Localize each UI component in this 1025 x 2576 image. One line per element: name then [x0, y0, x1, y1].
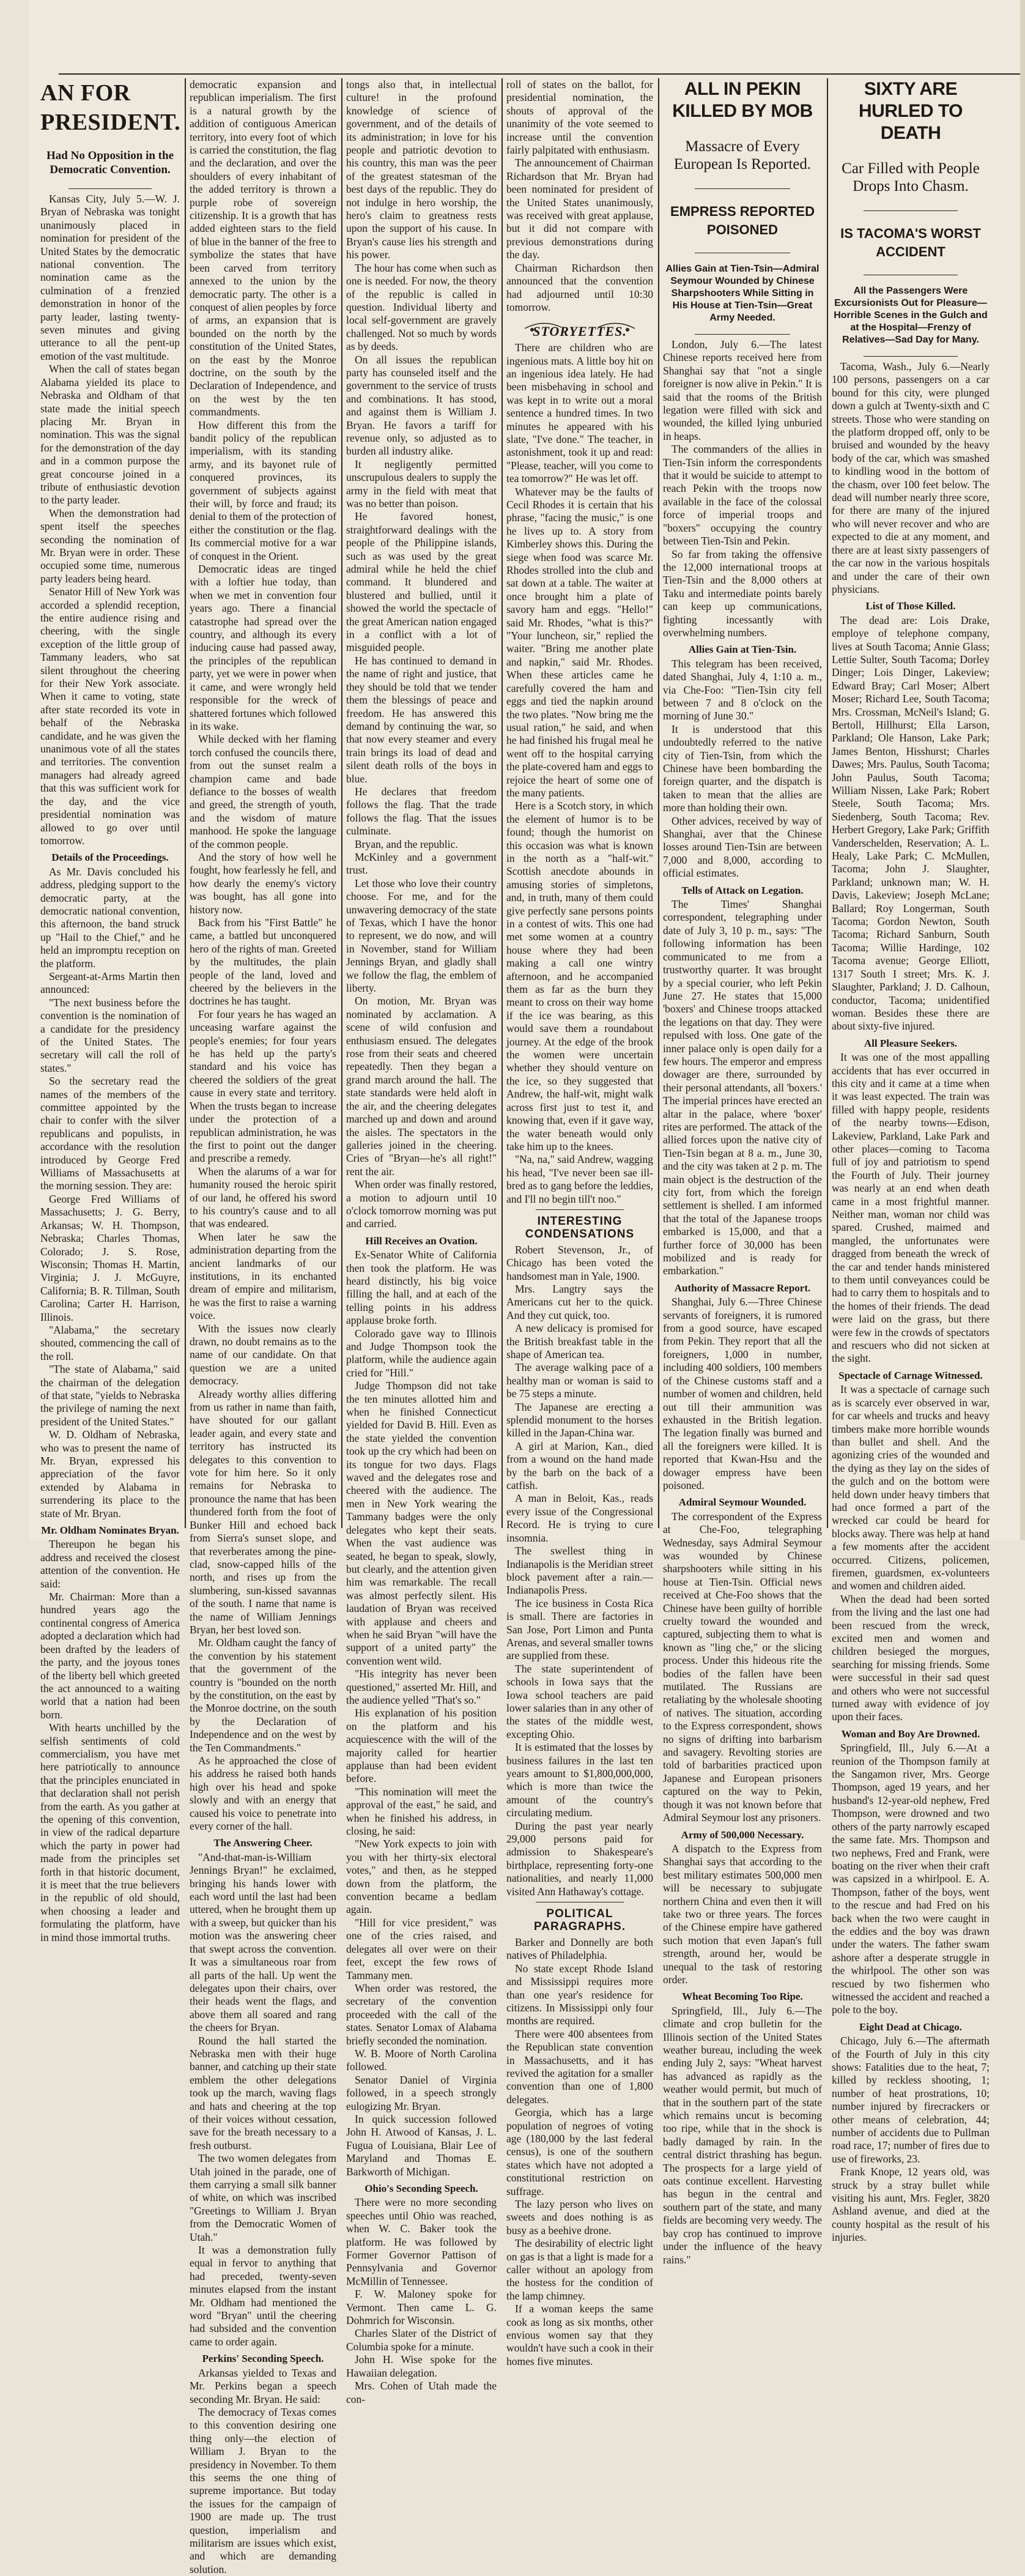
paragraph: Robert Stevenson, Jr., of Chicago has been voted the handsomest man in Yale, 1900.: [506, 1243, 653, 1282]
paragraph: democratic expansion and republican imperialism. The first is a natural growth by the addition of contiguous American territory, into every foot of which is carried the constitution, the flag and the declaration, and over the shoulders of every inhabitant of the added territory is thrown a purple robe of sovereign citizenship. It is a growth that has added eighteen stars to the field of blue in the banner of the free to symbolize the states that have been carved from territory annexed to the union by the democratic party. The other is a conquest of alien peoples by force of arms, an expansion that is bounded on the north by the constitution of the United States, on the east by the Monroe doctrine, on the south by the Declaration of Independence, and on the west by the ten commandments.: [190, 78, 336, 418]
paragraph: Colorado gave way to Illinois and Judge Thompson took the platform, while the audience again cried for "Hill.": [346, 1327, 497, 1379]
paragraph: No state except Rhode Island and Mississippi requires more than one year's residence for citizens. In Mississippi only four months are required.: [506, 1962, 653, 2027]
paragraph: Mr. Oldham caught the fancy of the convention by his statement that the government of the country is "bounded on the north by the constitution, on the east by the Monroe doctrine, on the south by the Declaration of Independence and on the west by the Ten Commandments.": [190, 1636, 336, 1754]
column-5-headline: ALL IN PEKIN KILLED BY MOB: [672, 79, 813, 121]
paragraph: He declares that freedom follows the flag. That the trade follows the flag. That the issues culminate.: [346, 785, 497, 837]
paragraph: Other advices, received by way of Shanghai, aver that the Chinese losses around Tien-Tsin are between 7,000 and 8,000, according to official estimates.: [663, 814, 822, 880]
subheading: Army of 500,000 Necessary.: [681, 1828, 804, 1841]
paragraph: Frank Knope, 12 years old, was struck by a stray bullet while visiting his aunt, Mrs. Fegler, 3820 Ashland avenue, and died at the county hospital as the result of his injuries.: [832, 2166, 990, 2244]
paragraph: He has continued to demand in the name of right and justice, that they should be told that we tender them the blessings of peace and freedom. He has answered this demand by continuing the war, so that now every steamer and every train brings its load of dead and silent death rolls of the boys in blue.: [346, 654, 497, 785]
paragraph: Mrs. Langtry says the Americans cut her to the quick. And they cut quick, too.: [506, 1282, 653, 1321]
column-5-subhead: EMPRESS REPORTED POISONED: [670, 204, 815, 237]
paragraph: When the dead had been sorted from the living and the last one had been rescued from the wreck, excited men and women and children besieged the morgues, searching for missing friends. Some were successful in their sad quest and others who were not successful turned away with evidence of joy upon their faces.: [832, 1592, 990, 1723]
paragraph: When later he saw the administration departing from the ancient landmarks of our institutions, in its enchanted dream of empire and militarism, he was the first to raise a warning voice.: [190, 1230, 336, 1322]
subheading: All Pleasure Seekers.: [864, 1037, 958, 1049]
paragraph: "New York expects to join with you with her thirty-six electoral votes," and then, as he stepped down from the platform, the convention became a bedlam again.: [346, 1838, 497, 1916]
paragraph: Bryan, and the republic.: [355, 837, 458, 850]
paragraph: McKinley and a government trust.: [346, 850, 497, 877]
paragraph: There were no more seconding speeches until Ohio was reached, when W. C. Baker took the platform. He was followed by Former Governor Pattison of Pennsylvania and Governor McMillin of Tennessee.: [346, 2196, 497, 2287]
paragraph: The commanders of the allies in Tien-Tsin inform the correspondents that it would be suicide to attempt to reach Pekin with the troops now available in the face of the colossal force of imperial troops and "boxers" occupying the country between Tien-Tsin and Pekin.: [663, 443, 822, 547]
paragraph: He favored honest, straightforward dealings with the people of the Philippine islands, such as was used by the great admiral while he held the chief command. It blundered and blustered and bullied, until it showed the world the spectacle of the great American nation engaged in a conflict with a lot of misguided people.: [346, 510, 497, 654]
paragraph: Whatever may be the faults of Cecil Rhodes it is certain that his phrase, "facing the music," is one he lives up to. A story from Kimberley shows this. During the siege when food was scarce Mr. Rhodes strolled into the club and sat down at a table. The waiter at once brought him a plate of savory ham and eggs. "Hello!" said Mr. Rhodes, "what is this?" "Your luncheon, sir," replied the waiter. "Bring me another plate and napkin," said Mr. Rhodes. When these articles came he carefully covered the ham and eggs and tied the napkin around the two plates. "Now bring me the usual ration," he said, and when he had finished his frugal meal he went off to the hospital carrying the plate-covered ham and eggs to rejoice the heart of some one of the many patients.: [506, 485, 653, 799]
paragraph: Arkansas yielded to Texas and Mr. Perkins began a speech seconding Mr. Bryan. He said:: [190, 2366, 336, 2405]
subheading: Spectacle of Carnage Witnessed.: [838, 1369, 983, 1381]
paragraph: The democracy of Texas comes to this convention desiring one thing only—the election of William J. Bryan to the presidency in November. To them this seems the one thing of supreme importance. But today the issues for the campaign of 1900 are made up. The trust question, imperialism and militarism are issues which exist, and which are demanding solution.: [190, 2405, 336, 2575]
paragraph: When the alarums of a war for humanity roused the heroic spirit of our land, he offered his sword to his country's cause and to all that was endeared.: [190, 1165, 336, 1230]
paragraph: The ice business in Costa Rica is small. There are factories in San Jose, Port Limon and Punta Arenas, and several smaller towns are supplied from these.: [506, 1597, 653, 1662]
paragraph: When the demonstration had spent itself the speeches seconding the nomination of Mr. Bryan were in order. These occupied some time, numerous party leaders being heard.: [40, 507, 180, 585]
paragraph: Chairman Richardson then announced that the convention had adjourned until 10:30 tomorrow.: [506, 261, 653, 313]
divider: [695, 188, 790, 189]
paragraph: For four years he has waged an unceasing warfare against the people's enemies; for four years he has held up the party's standard and his voice has cheered the soldiers of the great cause in every state and territory. When the trusts began to increase under the protection of a republican administration, he was the first to point out the danger and prescribe a remedy.: [190, 1008, 336, 1165]
paragraph: Senator Daniel of Virginia followed, in a speech strongly eulogizing Mr. Bryan.: [346, 2073, 497, 2112]
paragraph: As he approached the close of his address he raised both hands high over his head and spoke slowly and with an energy that caused his voice to penetrate into every corner of the hall.: [190, 1754, 336, 1833]
paragraph: "His integrity has never been questioned," asserted Mr. Hill, and the audience yelled "That's so.": [346, 1668, 497, 1706]
paragraph: roll of states on the ballot, for presidential nomination, the shouts of approval of the unanimity of the vote seemed to increase until the convention fairly palpitated with enthusiasm.: [506, 78, 653, 157]
paragraph: W. D. Oldham of Nebraska, who was to present the name of Mr. Bryan, expressed his appreciation of the favor extended by Alabama in surrendering its place to the state of Mr. Bryan.: [40, 1428, 180, 1520]
page-edge: [1020, 0, 1025, 1540]
divider: [695, 334, 790, 335]
column-1: [40, 78, 181, 1943]
newspaper-page: [29, 0, 1025, 2575]
subheading: Mr. Oldham Nominates Bryan.: [41, 1524, 179, 1537]
paragraph: The hour has come when such as one is needed. For now, the theory of the republic is called in question. Individual liberty and local self-government are gravely challenged. Not so much by words as by deeds.: [346, 261, 497, 353]
paragraph: With the issues now clearly drawn, no doubt remains as to the name of our candidate. On that question we are a united democracy.: [190, 1322, 336, 1387]
column-rule: [185, 78, 186, 1528]
paragraph: It was one of the most appalling accidents that has ever occurred in this city and it came at a time when it was least expected. The train was filled with happy people, residents of the nearby towns—Edison, Lakeview, Parkland, Lake Park and other places—coming to Tacoma full of joy and patriotism to spend the Fourth of July. Their journey was nearly at an end when death came in a most frightful manner. Neither man, woman nor child was spared. Crushed, maimed and mangled, the unfortunates were dragged from beneath the wreck of the car and tender hands ministered to them until conveyances could be had to carry them to hospitals and to the homes of their friends. The dead were laid on the grass, but there were few in the crowds of spectators and rescuers who did not sicken at the sight.: [832, 1051, 990, 1365]
subheading: Hill Receives an Ovation.: [365, 1234, 478, 1247]
paragraph: The average walking pace of a healthy man or woman is said to be 75 steps a minute.: [506, 1361, 653, 1400]
paragraph: His explanation of his position on the platform and his acquiescence with the will of the majority called for heartier applause than had been evident before.: [346, 1707, 497, 1785]
paragraph: Tacoma, Wash., July 6.—Nearly 100 persons, passengers on a car bound for this city, were plunged down a gulch at Twenty-sixth and C streets. Those who were standing on the platform dropped off, only to be bruised and wounded by the heavy body of the car, which was smashed to kindling wood in the bottom of the chasm, over 100 feet below. The dead will number nearly three score, for there are many of the injured who will never recover and who are expected to die at any moment, and there are at least sixty passengers of the car now in the various hospitals and under the care of their own physicians.: [832, 360, 990, 595]
paragraph: During the past year nearly 29,000 persons paid for admission to Shakespeare's birthplace, representing forty-one nationalities, and nearly 11,000 visited Ann Hathaway's cottage.: [506, 1819, 653, 1898]
paragraph: The desirability of electric light on gas is that a light is made for a caller without an apology from the hostess for the condition of the lamp chimney.: [506, 2237, 653, 2302]
paragraph: The two women delegates from Utah joined in the parade, one of them carrying a small silk banner of white, on which was inscribed "Greetings to William J. Bryan from the Democratic Women of Utah.": [190, 2152, 336, 2243]
paragraph: Ex-Senator White of California then took the platform. He was heard distinctly, his big voice filling the hall, and at each of the telling points in his address applause broke forth.: [346, 1249, 497, 1327]
paragraph: It is estimated that the losses by business failures in the last ten years amount to $1,800,000,000, which is more than twice the amount of the country's circulating medium.: [506, 1741, 653, 1819]
paragraph: "Na, na," said Andrew, wagging his head, "I've never been sae ill-bred as to gang before the leddies, and I'll no begin till't noo.": [506, 1153, 653, 1205]
paragraph: Here is a Scotch story, in which the element of humor is to be found; though the humorist on this occasion was what is known in the north as a "half-wit." Scottish anecdote abounds in amusing stories of simpletons, and, in truth, many of them could give perfectly sane persons points in a contest of wits. This one had met some women at a country house where they had been making a call one wintry afternoon, and he accompanied them as far as the burn they meant to cross on their way home if the ice was bearing, as this would save them a roundabout journey. At the edge of the brook the women were uncertain whether they should venture on the ice, so they suggested that Andrew, the half-wit, might walk across first just to test it, and knowing that, even if it gave way, the water beneath would only take him up to the knees.: [506, 800, 653, 1153]
subheading: Ohio's Seconding Speech.: [364, 2183, 478, 2194]
paragraph: How different this from the bandit policy of the republican imperialism, with its standing army, and its bayonet rule of conquered provinces, its government of subjects against their will, by force and fraud; its denial to them of the protection of either the constitution or the flag. Its commercial motive for a war of conquest in the Orient.: [190, 418, 336, 562]
column-5: [663, 78, 822, 2266]
paragraph: tongs also that, in intellectual culture! in the profound knowledge of science of government, and of the details of its administration; in love for his people and patriotic devotion to his country, this man was the peer of the greatest statesman of the best days of the republic. They do not indulge in hero worship, the hero's claim to greatness rests upon the support of his cause. In Bryan's cause lies his strength and his power.: [346, 78, 497, 261]
paragraph: There are children who are ingenious mats. A little boy hit on an ingenious idea lately. He had been misbehaving in school and was kept in to write out a moral sentence a hundred times. In two minutes he appeared with his slate, "I've done." The teacher, in astonishment, took it up and read: "Please, teacher, will you come to tea tomorrow?" He was let off.: [506, 341, 653, 485]
storyettes-heading: STORYETTES.: [533, 323, 627, 339]
paragraph: The lazy person who lives on sweets and does nothing is as busy as a beehive drone.: [506, 2198, 653, 2236]
paragraph: Springfield, Ill., July 6.—The climate and crop bulletin for the Illinois section of the United States weather bureau, including the week ending July 2, says: "Wheat harvest has advanced as rapidly as the weather would permit, but much of that in the southern part of the state which remains uncut is becoming too ripe, while that in the shock is badly damaged by rain. In the central district thrashing has begun. The prospects for a large yield of oats continue excellent. Harvesting has begun in the central and southern part of the state, and many fields are becoming very weedy. The bay crop has continued to improve under the influence of the heavy rains.": [663, 2004, 822, 2266]
paragraph: On all issues the republican party has counseled itself and the government to the service of trusts and combinations. It has stood, and against them is William J. Bryan. He favors a tariff for revenue only, so adjusted as to burden all industry alike.: [346, 353, 497, 458]
paragraph: When order was restored, the secretary of the convention proceeded with the call of the states. Senator Lomax of Alabama briefly seconded the nomination.: [346, 1981, 497, 2047]
paragraph: John H. Wise spoke for the Hawaiian delegation.: [346, 2353, 497, 2379]
paragraph: The dead are: Lois Drake, employe of telephone company, lives at South Tacoma; Annie Glass; Lettie Sulter, South Tacoma; Dorley Dinger; Lois Dinger, Lakeview; Edward Bray; Carl Moser; Albert Moser; Richard Lee, South Tacoma; Mrs. Crossman, McNeil's Island; G. Bertoll, Hillhurst; Ella Larson, Parkland; Ole Hanson, Lake Park; James Benton, Hisshurst; Charles Dawes; Mrs. Paulus, South Tacoma; John Paulus, South Tacoma; William Nissen, Lake Park; Robert Steele, South Tacoma; Mrs. Siedenberg, South Tacoma; Rev. Herbert Gregory, Lake Park; Griffith Vanderschelden, Reservation; A. L. Healy, Lake Park; C. McMullen, Tacoma; John J. Slaughter, Parkland; unknown man; W. H. Davis, Lakeview; Joseph McLane; Ballard; Roy Longerman, South Tacoma; Gordon Newton, South Tacoma; Richard Sanburn, South Tacoma; Willie Hardinge, 102 Tacoma avenue; George Elliott, 1317 South I street; Mrs. K. J. Slaughter, Parkland; J. D. Calhoun, conductor, Tacoma; unidentified woman. Besides these there are about sixty-five injured.: [832, 614, 990, 1033]
subheading: Wheat Becoming Too Ripe.: [682, 1991, 803, 2003]
paragraph: The announcement of Chairman Richardson that Mr. Bryan had been nominated for president of the United States unanimously, was received with great applause, but it did not compare with previous demonstrations during the day.: [506, 157, 653, 261]
column-6: [832, 78, 990, 2244]
subheading: Perkins' Seconding Speech.: [202, 2353, 324, 2365]
paragraph: The swellest thing in Indianapolis is the Meridian street block pavement after a rain.—Indianapolis Press.: [506, 1545, 653, 1597]
paragraph: Back from his "First Battle" he came, a battled but unconquered hero of the rights of man. Greeted by the multitudes, the plain people of the land, loved and cheered by the believers in the doctrines he has taught.: [190, 916, 336, 1008]
masthead-rule: [59, 73, 1025, 75]
paragraph: And the story of how well he fought, how fearlessly he fell, and how dearly the enemy's victory was bought, has all gone into history now.: [190, 850, 336, 916]
paragraph: Judge Thompson did not take the ten minutes allotted him and when he finished Connecticut yielded for David B. Hill. Even as the state yielded the convention took up the cry which had been on its tongue for two days. Flags waved and the delegates rose and cheered with the audience. The men in New York wearing the Tammany badges were the only delegates who kept their seats. When the vast audience was seated, he began to speak, slowly, but clearly, and the attention given him was remarkable. The recall was almost perfectly silent. His laudation of Bryan was received with applause and cheers and when he said Bryan "will have the support of a united party" the convention went wild.: [346, 1379, 497, 1667]
paragraph: George Fred Williams of Massachusetts; J. G. Berry, Arkansas; W. H. Thompson, Nebraska; Charles Thomas, Colorado; J. S. Rose, Wisconsin; Thomas H. Martin, Virginia; J. J. McGuyre, California; B. R. Tillman, South Carolina; Carter H. Harrison, Illinois.: [40, 1192, 180, 1323]
paragraph: In quick succession followed John H. Atwood of Kansas, J. L. Fugua of Louisiana, Blair Lee of Maryland and Thomas E. Barkworth of Michigan.: [346, 2112, 497, 2178]
paragraph: When the call of states began Alabama yielded its place to Nebraska and Oldham of that state made the initial speech placing Mr. Bryan in nomination. This was the signal for the demonstration of the day and in a common purpose the great concourse joined in a tribute of enthusiastic devotion to the party leader.: [40, 363, 180, 507]
paragraph: Already worthy allies differing from us rather in name than faith, have shouted for our gallant leader again, and every state and territory has instructed its delegates to this convention to vote for him here. So it only remains for Nebraska to pronounce the name that has been thundered forth from the foot of Bunker Hill and echoed back from Sierra's sunset slope, and that reverberates among the pine-clad, snow-capped hills of the north, and rises up from the slumbering, sun-kissed savannas of the south. I name that name is the name of William Jennings Bryan, her best loved son.: [190, 1387, 336, 1636]
paragraph: Sergeant-at-Arms Martin then announced:: [40, 970, 180, 996]
condensations-heading: INTERESTING CONDENSATIONS: [525, 1214, 635, 1241]
paragraph: So the secretary read the names of the members of the committee appointed by the chair to confer with the silver republicans and populists, in accordance with the resolution introduced by George Fred Williams of Massachusetts at the morning session. They are:: [40, 1075, 180, 1192]
paragraph: While decked with her flaming torch confused the councils there, from out the sunset realm a champion came and bade defiance to the bosses of wealth and greed, the strength of youth, and the wisdom of mature manhood. He spoke the language of the common people.: [190, 733, 336, 850]
paragraph: F. W. Maloney spoke for Vermont. Then came L. G. Dohmrich for Wisconsin.: [346, 2288, 497, 2327]
divider: [68, 188, 152, 189]
paragraph: Thereupon he began his address and received the closest attention of the convention. He said:: [40, 1538, 180, 1590]
paragraph: So far from taking the offensive the 12,000 international troops at Tien-Tsin and the 8,000 others at Taku and intermediate points barely can keep up communications, fighting incessantly with overwhelming numbers.: [663, 547, 822, 639]
paragraph: Barker and Donnelly are both natives of Philadelphia.: [506, 1936, 653, 1962]
column-4: [506, 78, 653, 2367]
column-1-headline: AN FOR PRESIDENT.: [40, 80, 181, 135]
paragraph: Georgia, which has a large population of negroes of voting age (180,000 by the last federal census), is one of the southern states which have not adopted a constitutional restriction on suffrage.: [506, 2106, 653, 2197]
paragraph: Mrs. Cohen of Utah made the con-: [346, 2380, 497, 2405]
subheading: List of Those Killed.: [865, 600, 956, 612]
subheading: Eight Dead at Chicago.: [859, 2021, 963, 2033]
subheading: Woman and Boy Are Drowned.: [841, 1728, 980, 1740]
paragraph: It was a spectacle of carnage such as is scarcely ever observed in war, for car wheels and trucks and heavy timbers make more horrible wounds than bullet and shell. And the agonizing cries of the wounded and the dying as they lay on the sides of the gulch and on the bottom were held down under heavy timbers that had once formed a part of the wrecked car could be heard for blocks away. There was help at hand a few moments after the accident occurred. Citizens, policemen, firemen, guardsmen, ex-volunteers and women and children aided.: [832, 1383, 990, 1592]
political-heading: POLITICAL PARAGRAPHS.: [534, 1907, 626, 1934]
subheading: Allies Gain at Tien-Tsin.: [688, 644, 797, 656]
paragraph: Shanghai, July 6.—Three Chinese servants of foreigners, it is rumored from a good source, have escaped from Pekin. They report that all the foreigners, 1,000 in number, including 400 soldiers, 100 members of the Chinese customs staff and a number of women and children, held out till their ammunition was exhausted in the British legation. The legation finally was burned and all the foreigners were killed. It is reported that Kwan-Hsu and the dowager empress have been poisoned.: [663, 1296, 822, 1491]
subheading: Authority of Massacre Report.: [674, 1282, 811, 1294]
column-5-deck: Massacre of Every European Is Reported.: [673, 138, 812, 173]
paragraph: "This nomination will meet the approval of the east," he said, and when he finished his address, in closing, he said:: [346, 1785, 497, 1838]
paragraph: With hearts unchilled by the selfish sentiments of cold commercialism, you have met here patriotically to announce that the principles enunciated in that declaration shall not perish from the earth. As you gather at the opening of this convention, in view of the radical departure which the party in power had made from the principles set forth in that historic document, it is meet that the true believers in the republic of old should, when choosing a leader and formulating the platform, have in mind those immortal truths.: [40, 1721, 180, 1943]
divider: [536, 1209, 624, 1210]
paragraph: A man in Beloit, Kas., reads every issue of the Congressional Record. He is trying to cure insomnia.: [506, 1492, 653, 1544]
paragraph: A girl at Marion, Kan., died from a wound on the hand made by the barb on the back of a catfish.: [506, 1439, 653, 1492]
paragraph: The state superintendent of schools in Iowa says that the Iowa school teachers are paid lower salaries than in any other of the states of the middle west, excepting Ohio.: [506, 1662, 653, 1740]
paragraph: Round the hall started the Nebraska men with their huge banner, and catching up their state emblem the other delegations took up the march, waving flags and hats and cheering at the top of their voices without cessation, save for the breath necessary to a fresh outburst.: [190, 2034, 336, 2151]
paragraph: The correspondent of the Express at Che-Foo, telegraphing Wednesday, says Admiral Seymour was wounded by Chinese sharpshooters while sitting in his house at Tien-Tsin. Official news received at Che-Foo shows that the Chinese have been guilty of horrible cruelty toward the wounded and captured, subjecting them to what is known as "ling che," or the slicing process. Under this hideous rite the bodies of the fallen have been mutilated. The Russians are retaliating by the wholesale shooting of natives. The situation, according to the Express correspondent, shows no signs of drifting into barbarism and savagery. Revolting stories are told of barbarities practiced upon Japanese and European prisoners captured on the way to Pekin, though it was not known before that Admiral Seymour lost any prisoners.: [663, 1510, 822, 1824]
paragraph: W. B. Moore of North Carolina followed.: [346, 2047, 497, 2073]
subheading: The Answering Cheer.: [213, 1837, 313, 1849]
paragraph: "The state of Alabama," said the chairman of the delegation of that state, "yields to Nebraska the privilege of naming the next president of the United States.": [40, 1363, 180, 1428]
paragraph: There were 400 absentees from the Republican state convention in Massachusetts, and it has revived the agitation for a smaller convention than one of 1,800 delegates.: [506, 2027, 653, 2106]
paragraph: This telegram has been received, dated Shanghai, July 4, 1:10 a. m., via Che-Foo: "Tien-Tsin city fell between 7 and 8 o'clock on the morning of June 30.": [663, 657, 822, 722]
subheading: Details of the Proceedings.: [51, 852, 169, 864]
column-5-summary: Allies Gain at Tien-Tsin—Admiral Seymour Wounded by Chinese Sharpshooters While Sitting in His House at Tien-Tsin—Great Army Needed.: [665, 264, 820, 323]
column-3: [346, 78, 497, 2405]
paragraph: Charles Slater of the District of Columbia spoke for a minute.: [346, 2327, 497, 2353]
paragraph: "The next business before the convention is the nomination of a candidate for the presidency of the United States. The secretary will call the roll of states.": [40, 996, 180, 1074]
paragraph: Springfield, Ill., July 6.—At a reunion of the Thompson family at the Sangamon river, Mrs. George Thompson, aged 19 years, and her husband's 12-year-old nephew, Fred Thompson, were drowned and two others of the party narrowly escaped the same fate. Mrs. Thompson and two nephews, Fred and Frank, were boating on the river when their craft was capsized in a whirlpool. E. A. Thompson, father of the boys, went to the rescue and had Fred on his back when the two were caught in the eddies and the boy was drawn under the waters. The father swam ashore after a desperate struggle in the whirlpool. The other son was rescued by two fishermen who witnessed the accident and reached a pole to the boy.: [832, 1742, 990, 2016]
column-6-summary: All the Passengers Were Excursionists Out for Pleasure—Horrible Scenes in the Gulch and at the Hospital—Frenzy of Relatives—Sad Day for Many.: [834, 286, 988, 345]
paragraph: "And-that-man-is-William Jennings Bryan!" he exclaimed, bringing his hands lower with each word until the last had been uttered, when he brought them up with a sweep, but quicker than his motion was the answering cheer that swept across the convention. It was a simultaneous roar from all parts of the hall. Up went the delegates upon their chairs, over their heads went the flags, and above them all soared and rang the cheers for Bryan.: [190, 1850, 336, 2034]
column-6-deck: Car Filled with People Drops Into Chasm.: [842, 160, 980, 195]
divider: [864, 210, 958, 211]
paragraph: It was a demonstration fully equal in fervor to anything that had preceded, twenty-seven minutes elapsed from the instant Mr. Oldham had mentioned the word "Bryan" until the cheering had subsided and the convention came to order again.: [190, 2244, 336, 2348]
column-rule: [341, 78, 342, 1528]
paragraph: A new delicacy is promised for the British breakfast table in the shape of American tea.: [506, 1322, 653, 1360]
paragraph: When order was finally restored, a motion to adjourn until 10 o'clock tomorrow morning was put and carried.: [346, 1178, 497, 1230]
paragraph: The Japanese are erecting a splendid monument to the horses killed in the Japan-China war.: [506, 1400, 653, 1439]
column-rule: [658, 78, 659, 1528]
subheading: Admiral Seymour Wounded.: [678, 1496, 807, 1509]
paragraph: Kansas City, July 5.—W. J. Bryan of Nebraska was tonight unanimously placed in nomination for president of the United States by the democratic national convention. The nomination came as the culmination of a frenzied demonstration in honor of the party leader, lasting twenty-seven minutes and giving utterance to all the pent-up emotion of the vast multitude.: [40, 193, 180, 362]
paragraph: The Times' Shanghai correspondent, telegraphing under date of July 3, 10 p. m., says: "The following information has been communicated to me from a trustworthy quarter. It was brought by a special courier, who left Pekin June 27. He states that 15,000 'boxers' and Chinese troops attacked the legations on that day. They were repulsed with loss. One gate of the inner palace only is open daily for a few hours. The emperor and empress dowager are there, surrounded by their personal attendants, all 'boxers.' The imperial princes have erected an altar in the palace, where 'boxer' rites are performed. The attack of the allied forces upon the native city of Tien-Tsin began at 8 a. m., June 30, and the city was taken at 2 p. m. The main object is the destruction of the city fort, from which the foreign settlement is shelled. I am informed that the total of the Japanese troops embarked is 15,000, and that a further force of 30,000 has been mobilized and is ready for embarkation.": [663, 898, 822, 1277]
column-rule: [827, 78, 828, 1528]
paragraph: If a woman keeps the same cook as long as six months, other envious women say that they wouldn't have such a cook in their homes five minutes.: [506, 2303, 653, 2367]
paragraph: London, July 6.—The latest Chinese reports received here from Shanghai say that "not a single foreigner is now alive in Pekin." It is said that the rooms of the British legation were filled with sick and wounded, the killed lying unburied in heaps.: [663, 338, 822, 442]
paragraph: As Mr. Davis concluded his address, pledging support to the democratic party, at the democratic national convention, this afternoon, the band struck up "Hail to the Chief," and he held an impromptu reception on the platform.: [40, 865, 180, 970]
column-6-headline: SIXTY ARE HURLED TO DEATH: [859, 79, 963, 143]
paragraph: A dispatch to the Express from Shanghai says that according to the best military estimates 500,000 men will be necessary to subjugate northern China and even then it will take two or three years. The forces of the Chinese empire have gathered such motion that even Japan's full strength, around her, would be unequal to the task of restoring order.: [663, 1842, 822, 1986]
paragraph: On motion, Mr. Bryan was nominated by acclamation. A scene of wild confusion and enthusiasm ensued. The delegates rose from their seats and cheered repeatedly. Then they began a grand march around the hall. The state standards were held aloft in the air, and the cheering delegates marched up and down and around the aisles. The spectators in the galleries joined in the cheering. Cries of "Bryan—he's all right!" rent the air.: [346, 995, 497, 1178]
paragraph: Chicago, July 6.—The aftermath of the Fourth of July in this city shows: Fatalities due to the heat, 7; killed by reckless shooting, 1; number of heat prostrations, 10; number injured by firecrackers or other means of celebration, 44; number of accidents due to Pullman road race, 17; number of fires due to use of fireworks, 23.: [832, 2035, 990, 2165]
paragraph: Senator Hill of New York was accorded a splendid reception, the entire audience rising and cheering, with the single exception of the little group of Tammany leaders, who sat silent throughout the cheering for their New York associate. When it came to voting, state after state recorded its vote in behalf of the Nebraska candidate, and he was given the unanimous vote of all the states and territories. The convention managers had already agreed that this was sufficient work for the day, and the vice presidential nomination was allowed to go over until tomorrow.: [40, 585, 180, 847]
divider: [864, 356, 958, 357]
paragraph: It negligently permitted unscrupulous dealers to supply the army in the field with meat that was no better than poison.: [346, 458, 497, 510]
column-rule: [501, 78, 503, 1528]
column-2: [190, 78, 336, 2575]
storyettes-logo: [506, 316, 653, 338]
paragraph: Mr. Chairman: More than a hundred years ago the continental congress of America adopted a declaration which had been drafted by the leaders of the party, and the joyous tones of the liberty bell which greeted the act announced to a waiting world that a nation had been born.: [40, 1591, 180, 1721]
paragraph: "Hill for vice president," was one of the cries raised, and delegates all over were on their feet, except the few rows of Tammany men.: [346, 1916, 497, 1981]
paragraph: Let those who love their country choose. For me, and for the unwavering democracy of the state of Texas, which I have the honor to represent, we do now, and will in November, stand for William Jennings Bryan, and gladly shall we follow the flag, the emblem of liberty.: [346, 877, 497, 995]
paragraph: Democratic ideas are tinged with a loftier hue today, than when we met in convention four years ago. There a financial catastrophe had spread over the country, and although its every inducing cause had passed away, the principles of the republican party, yet we were in power when it came, and were wrongly held responsible for the wreck of shattered fortunes which followed in its wake.: [190, 563, 336, 732]
column-6-subhead: IS TACOMA'S WORST ACCIDENT: [840, 226, 981, 259]
paragraph: It is understood that this undoubtedly referred to the native city of Tien-Tsin, from which the Chinese have been bombarding the foreign quarter, and the dispatch is taken to mean that the allies are more than holding their own.: [663, 722, 822, 814]
column-1-deck: Had No Opposition in the Democratic Convention.: [46, 149, 174, 176]
paragraph: "Alabama," the secretary shouted, commencing the call of the roll.: [40, 1323, 180, 1362]
subheading: Tells of Attack on Legation.: [681, 884, 804, 896]
